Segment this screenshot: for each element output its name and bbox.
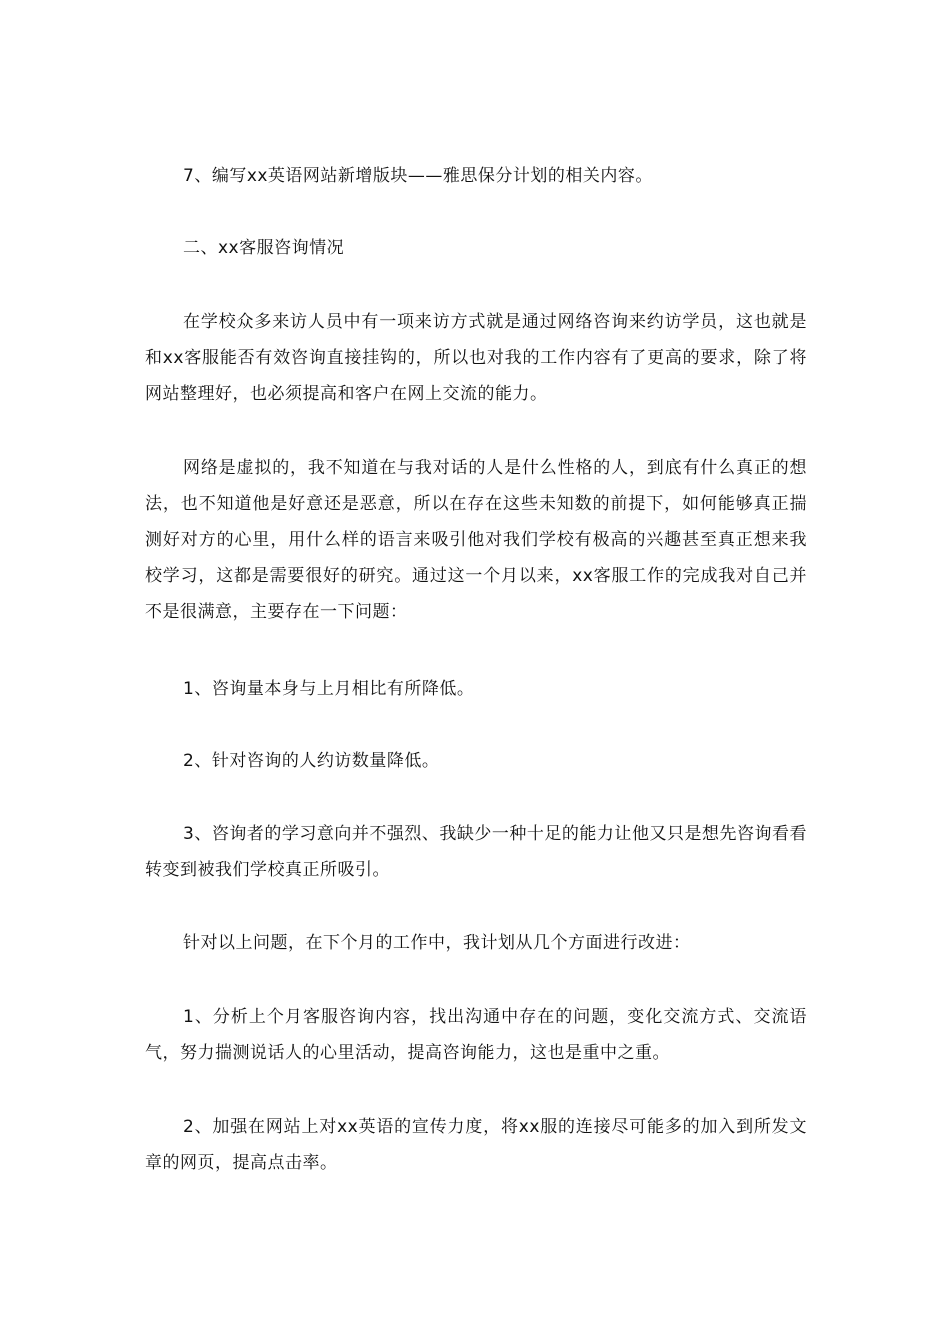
list-item-1: 1、咨询量本身与上月相比有所降低。	[183, 679, 475, 699]
list-item-2: 2、针对咨询的人约访数量降低。	[183, 751, 440, 771]
plan-item-2: 2、加强在网站上对xx英语的宣传力度，将xx服的连接尽可能多的加入到所发文章的网页，提高点击率。	[145, 1117, 807, 1173]
list-item-7: 7、编写xx英语网站新增版块——雅思保分计划的相关内容。	[183, 166, 653, 186]
plan-item-1: 1、分析上个月客服咨询内容，找出沟通中存在的问题，变化交流方式、交流语气，努力揣测说话人的心里活动，提高咨询能力，这也是重中之重。	[145, 1007, 807, 1063]
paragraph-virtual: 网络是虚拟的，我不知道在与我对话的人是什么性格的人，到底有什么真正的想法，也不知道他是好意还是恶意，所以在存在这些未知数的前提下，如何能够真正揣测好对方的心里，用什么样的语言来吸引他对我们学校有极高的兴趣甚至真正想来我校学习，这都是需要很好的研究。通过这一个月以来，xx客服工作的完成我对自己并不是很满意，主要存在一下问题：	[145, 458, 807, 622]
section-heading: 二、xx客服咨询情况	[183, 238, 345, 258]
paragraph-plan: 针对以上问题，在下个月的工作中，我计划从几个方面进行改进：	[183, 933, 691, 953]
list-item-3: 3、咨询者的学习意向并不强烈、我缺少一种十足的能力让他又只是想先咨询看看转变到被我们学校真正所吸引。	[145, 824, 807, 880]
paragraph-intro: 在学校众多来访人员中有一项来访方式就是通过网络咨询来约访学员，这也就是和xx客服能否有效咨询直接挂钩的，所以也对我的工作内容有了更高的要求，除了将网站整理好，也必须提高和客户在网上交流的能力。	[145, 312, 807, 404]
